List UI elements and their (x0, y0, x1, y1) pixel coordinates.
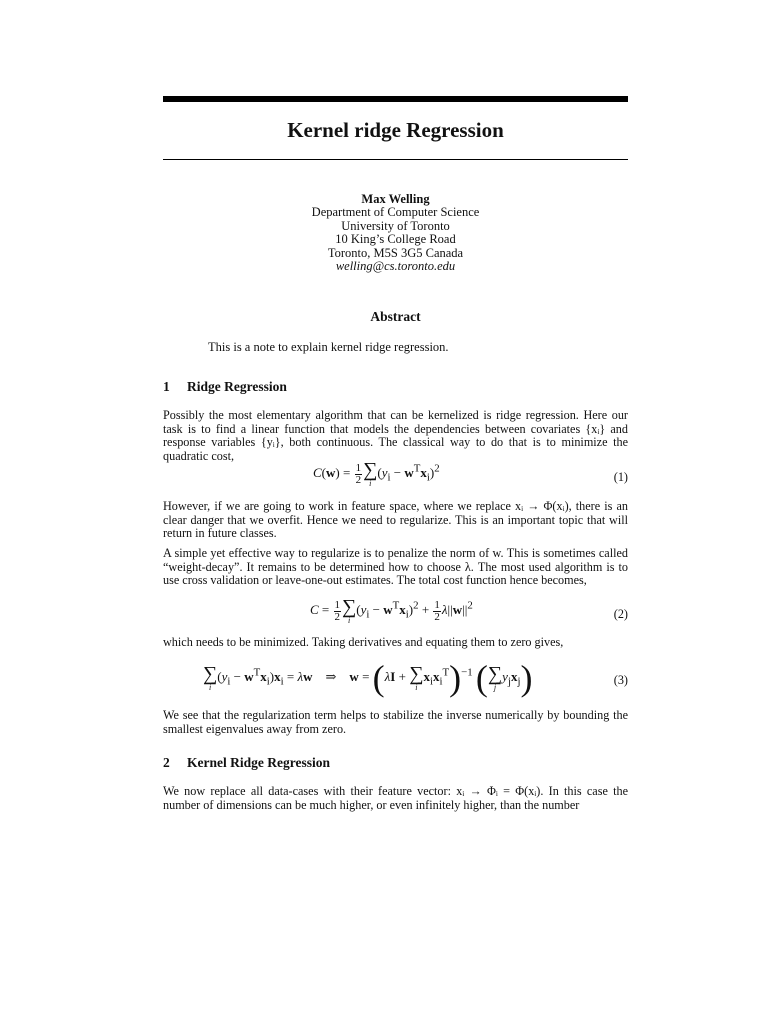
equation-2-expression: C = $\frac{1}{2}$ ∑ i $(y_i - w^Tx_i)^2$ + $\frac{1}{2}$ $\lambda||w||^2$ (310, 596, 473, 625)
author-email: welling@cs.toronto.edu (335, 259, 456, 274)
equation-1-expression: C(w) = $\frac{1}{2}$ ∑ i $(y_i - w^Tx_i)^2$ (313, 459, 440, 488)
section-number: 2 (163, 755, 170, 770)
abstract-heading: Abstract (370, 309, 421, 324)
author-department: Department of Computer Science (311, 205, 480, 220)
author-university: University of Toronto (341, 218, 450, 233)
paragraph-overfit: However, if we are going to work in feature space, where we replace xᵢ → Φ(xᵢ), there is an clear danger that we overfit. Hence we need to regularize. This is an important topic that will return in future classes. (163, 499, 628, 540)
equation-3 (163, 657, 628, 703)
equation-3-number: (3) (613, 673, 628, 687)
equation-1 (163, 460, 628, 490)
section-heading-2 (163, 754, 330, 772)
paragraph-ridge-intro: Possibly the most elementary algorithm that can be kernelized is ridge regression. Here our task is to find a linear function that models the dependencies between covariates {xᵢ} and response variables {yᵢ}, both continuous. The classical way to do that is to minimize the quadratic cost, (163, 408, 628, 463)
equation-1-number: (1) (613, 470, 628, 484)
title-bottom-rule (163, 159, 628, 160)
title-top-rule (163, 96, 628, 102)
paper-title: Kernel ridge Regression (287, 118, 504, 142)
paragraph-stabilize: We see that the regularization term helps to stabilize the inverse numerically by bounding the smallest eigenvalues away from zero. (163, 708, 628, 736)
paragraph-derivatives: which needs to be minimized. Taking derivatives and equating them to zero gives, (163, 635, 564, 649)
section-number: 1 (163, 379, 170, 394)
equation-2-number: (2) (613, 607, 628, 621)
paragraph-kernel-intro: We now replace all data-cases with their feature vector: xᵢ → Φᵢ = Φ(xᵢ). In this case the number of dimensions can be much higher, or even infinitely higher, than the number (163, 784, 628, 812)
section-title: Kernel Ridge Regression (187, 755, 330, 770)
section-title: Ridge Regression (187, 379, 287, 394)
equation-2 (163, 597, 628, 627)
abstract-text: This is a note to explain kernel ridge regression. (208, 340, 449, 354)
author-block (163, 193, 628, 273)
author-name: Max Welling (361, 192, 430, 206)
equation-3-expression: ∑ i $(y_i - w^Tx_i)x_i = \lambda w$ ⇒ w = (λI + ∑ i $x_ix_i^T)^{-1}$ ( ∑ j $y_jx_j$) (203, 658, 533, 698)
author-address: 10 King’s College Road (335, 232, 456, 247)
author-city: Toronto, M5S 3G5 Canada (327, 245, 464, 260)
section-heading-1 (163, 378, 287, 396)
paragraph-regularize: A simple yet effective way to regularize is to penalize the norm of w. This is sometimes called “weight-decay”. It remains to be determined how to choose λ. The most used algorithm is to use cross validation or leave-one-out estimates. The total cost function hence becomes, (163, 546, 628, 587)
